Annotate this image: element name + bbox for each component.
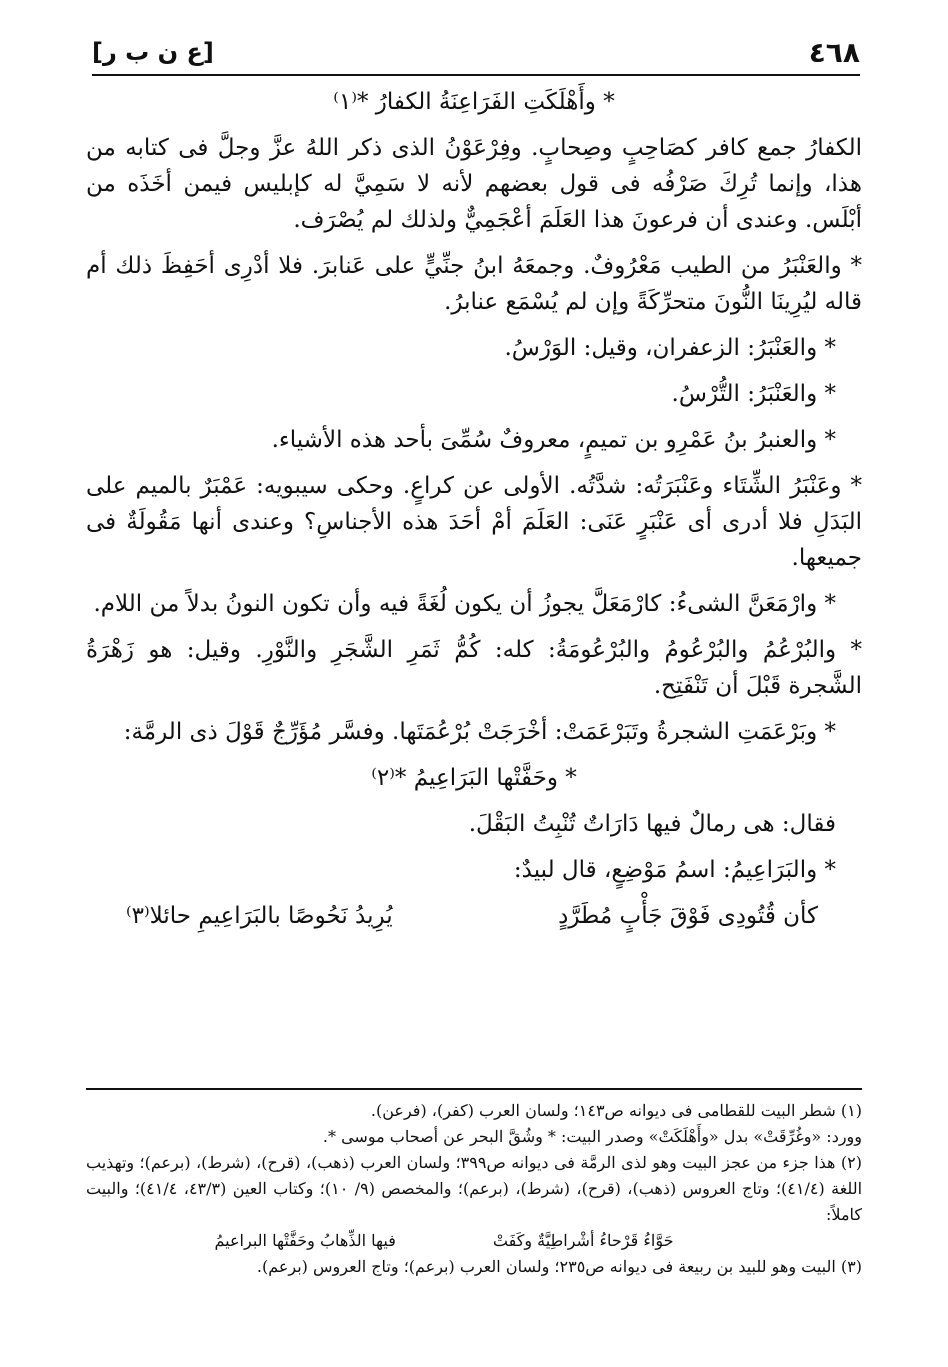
footnote-2-verse-first: حَوَّاءُ قَرْحاءُ أشْراطِيَّةٌ وكَفَتْ <box>492 1231 674 1250</box>
paragraph-bar-amat: * وبَرْعَمَتِ الشجرةُ وتَبَرْعَمَتْ: أخْرَجَتْ بُرْعُمَتَها. وفسَّر مُؤَرِّجٌ قَوْلَ ذى الرمَّة: <box>123 719 836 745</box>
footnote-2-verse <box>86 1228 862 1254</box>
paragraph-anbar-tribe: * والعنبرُ بنُ عَمْرِو بن تميمٍ، معروفٌ سُمِّىَ بأحد هذه الأشياء. <box>271 427 836 453</box>
paragraph-irmaanna: * وارْمَعَنَّ الشىءُ: كارْمَعَلَّ يجوزُ أن يكون لُغَةً فيه وأن تكون النونُ بدلاً من اللام. <box>93 591 836 617</box>
footnote-2-verse-second: فيها الذِّهابُ وحَفَّتْها البراعيمُ <box>214 1231 396 1250</box>
footnote-3: (٣) البيت وهو للبيد بن ربيعة فى ديوانه ص٢٣٥؛ ولسان العرب (برعم)؛ وتاج العروس (برعم). <box>256 1257 862 1276</box>
paragraph-faqala: فقال: هى رمالٌ فيها دَارَاتٌ تُنْبِتُ البَقْلَ. <box>468 811 836 837</box>
root-label: [ع ن ب ر] <box>92 38 214 66</box>
verse-first-hemistich: كأن قُتُودِى فَوْقَ جَأْبٍ مُطَرَّدٍ <box>558 903 818 929</box>
paragraph-barai-im-place: * والبَرَاعِيمُ: اسمُ مَوْضِعٍ، قال لبيدٌ: <box>513 857 836 883</box>
paragraph-bur-um: * والبُرْعُمُ والبُرْعُومُ والبُرْعُومَةُ: كله: كُمُّ ثَمَرِ الشَّجَرِ والنَّوْرِ. وقيل: هو زَهْرَةُ الشَّجرة قَبْلَ أن تَنْفَتِح. <box>86 637 862 699</box>
page-header <box>92 34 860 76</box>
labid-verse <box>86 898 862 934</box>
paragraph-kuffar: الكفارُ جمع كافر كصَاحِبٍ وصِحابٍ. وفِرْعَوْنُ الذى ذكر اللهُ عزَّ وجلَّ فى كتابه من هذا، وإنما تُرِكَ صَرْفُه فى قول بعضهم لأنه لا سَمِيَّ له كإبليس فيمن أخَذَه من أبْلَس. وعندى أن فرعونَ هذا العَلَمَ أعْجَمِيٌّ ولذلك لم يُصْرَف. <box>86 135 862 233</box>
main-text <box>86 84 862 934</box>
footnote-2: (٢) هذا جزء من عجز البيت وهو لذى الرمَّة فى ديوانه ص٣٩٩؛ ولسان العرب (ذهب)، (قرح)، (شرط)، (برعم)؛ وتهذيب اللغة (٤١/٤)؛ وتاج العروس (ذهب)، (قرح)، (شرط)، (برعم)؛ والمخصص (٩/ ١٠)؛ وكتاب العين (٤٣/٣، ٤١/٤)؛ والبيت كاملاً: <box>86 1153 863 1224</box>
page-number: ٤٦٨ <box>808 36 860 69</box>
verse-second-hemistich: يُرِيدُ نَحُوصًا بالبَرَاعِيمِ حائلا⁽٣⁾ <box>126 903 393 929</box>
verse-fragment-2: * وحَفَّتْها البَرَاعِيمُ *⁽٢⁾ <box>371 765 577 791</box>
paragraph-anbar-perfume: * والعَنْبَرُ من الطيب مَعْرُوفٌ. وجمعَهُ ابنُ جنِّيٍّ على عَنابرَ. فلا أدْرِى أحَفِظَ ذلك أم قاله ليُرِينَا النُّونَ متحرِّكَةً وإن لم يُسْمَع عنابرُ. <box>86 253 862 315</box>
paragraph-anbar-shield: * والعَنْبَرُ: التُّرْسُ. <box>671 381 836 407</box>
paragraph-anbar-winter: * وعَنْبَرُ الشِّتَاء وعَنْبَرَتُه: شدَّتُه. الأولى عن كراعٍ. وحكى سيبويه: عَمْبَرٌ بالميم على البَدَلِ فلا أدرى أى عَنْبَرٍ عَنَى: العَلَمَ أمْ أحَدَ هذه الأجناسِ؟ وعندى أنها مَقُولَةٌ فى جميعها. <box>86 473 862 571</box>
verse-fragment-1: * وأَهْلَكَتِ الفَرَاعِنَةُ الكفارُ *⁽١⁾ <box>333 89 615 115</box>
footnote-1: (١) شطر البيت للقطامى فى ديوانه ص١٤٣؛ ولسان العرب (كفر)، (فرعن). <box>370 1101 862 1120</box>
footnotes <box>86 1088 862 1280</box>
footnote-1-continued: وورد: «وغُرِّقَتْ» بدل «وأَهْلَكَتْ» وصدر البيت: * وشُقَّ البحر عن أصحاب موسى *. <box>322 1127 862 1146</box>
paragraph-anbar-saffron: * والعَنْبَرُ: الزعفران، وقيل: الوَرْسُ. <box>504 335 836 361</box>
